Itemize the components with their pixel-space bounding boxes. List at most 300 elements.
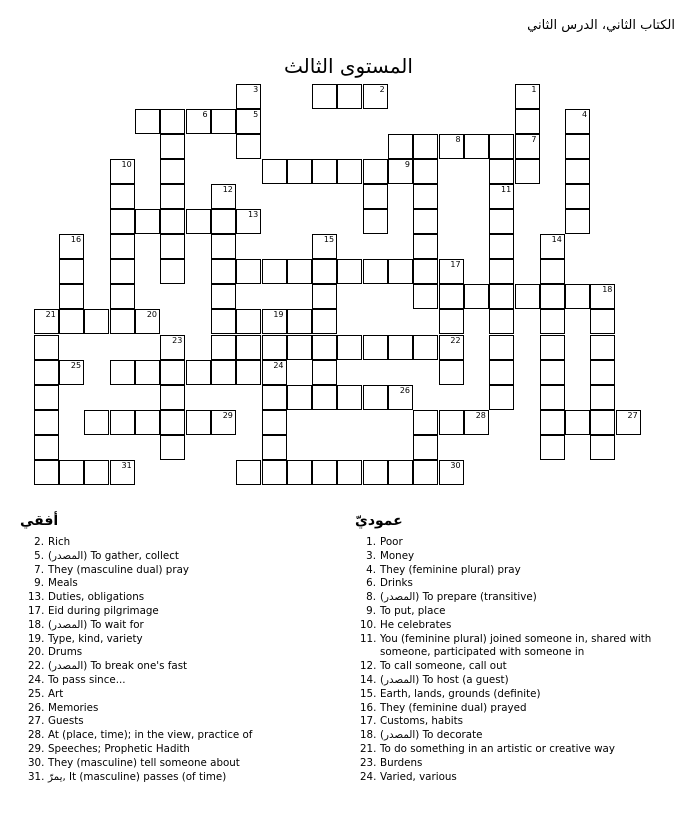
- grid-cell[interactable]: [236, 360, 261, 385]
- grid-cell[interactable]: [565, 184, 590, 209]
- clue-item-number: 3.: [366, 549, 376, 562]
- grid-cell[interactable]: [565, 284, 590, 309]
- clue-number: 18: [602, 285, 613, 295]
- grid-cell[interactable]: [312, 360, 337, 385]
- clue-number: 6: [202, 109, 208, 119]
- grid-cell[interactable]: [388, 385, 413, 410]
- clue-item-text: Speeches; Prophetic Hadith: [48, 742, 190, 755]
- clue-number: 17: [450, 260, 461, 270]
- clue-item: [28, 605, 328, 619]
- clue-number: 3: [253, 84, 259, 94]
- grid-cell[interactable]: [363, 209, 388, 234]
- grid-cell[interactable]: [160, 259, 185, 284]
- grid-cell[interactable]: [439, 284, 464, 309]
- grid-cell[interactable]: [388, 134, 413, 159]
- grid-cell[interactable]: [565, 209, 590, 234]
- grid-cell[interactable]: [160, 209, 185, 234]
- grid-cell[interactable]: [489, 209, 514, 234]
- grid-cell[interactable]: [363, 159, 388, 184]
- clue-item: [360, 633, 665, 661]
- clue-item-text: Customs, habits: [380, 715, 463, 728]
- grid-cell[interactable]: [515, 284, 540, 309]
- grid-cell[interactable]: [312, 159, 337, 184]
- grid-cell[interactable]: [287, 385, 312, 410]
- clue-number: 11: [501, 184, 512, 194]
- grid-cell[interactable]: [186, 410, 211, 435]
- clue-item-text: They (masculine) tell someone about: [48, 756, 240, 769]
- grid-cell[interactable]: [110, 360, 135, 385]
- clue-item: [28, 688, 328, 702]
- clue-item-number: 21.: [360, 742, 377, 755]
- grid-cell[interactable]: [337, 159, 362, 184]
- grid-cell[interactable]: [413, 209, 438, 234]
- grid-cell[interactable]: [489, 284, 514, 309]
- clue-number: 10: [121, 159, 132, 169]
- clue-item-text: They (feminine plural) pray: [380, 563, 521, 576]
- grid-cell[interactable]: [160, 435, 185, 460]
- clue-item-number: 5.: [34, 549, 44, 562]
- grid-cell[interactable]: [211, 184, 236, 209]
- clue-number: 22: [450, 335, 461, 345]
- clue-number: 16: [70, 235, 82, 245]
- clue-item: [28, 564, 328, 578]
- grid-cell[interactable]: [236, 109, 261, 134]
- grid-cell[interactable]: [135, 410, 160, 435]
- clue-item: [360, 536, 665, 550]
- grid-cell[interactable]: [186, 360, 211, 385]
- grid-cell[interactable]: [413, 234, 438, 259]
- grid-cell[interactable]: [287, 460, 312, 485]
- clue-number: 19: [273, 310, 284, 320]
- grid-cell[interactable]: [110, 309, 135, 334]
- clue-item-number: 22.: [28, 660, 45, 673]
- clue-item: [360, 564, 665, 578]
- grid-cell[interactable]: [211, 360, 236, 385]
- clue-item: [28, 715, 328, 729]
- grid-cell[interactable]: [540, 335, 565, 360]
- clue-item: [28, 577, 328, 591]
- grid-cell[interactable]: [110, 284, 135, 309]
- grid-cell[interactable]: [312, 335, 337, 360]
- grid-cell[interactable]: [489, 159, 514, 184]
- grid-cell[interactable]: [236, 134, 261, 159]
- grid-cell[interactable]: [489, 234, 514, 259]
- grid-cell[interactable]: [34, 385, 59, 410]
- grid-cell[interactable]: [337, 84, 362, 109]
- clue-item-text: He celebrates: [380, 618, 452, 631]
- clue-item-text: To call someone, call out: [380, 660, 507, 673]
- grid-cell[interactable]: [413, 460, 438, 485]
- grid-cell[interactable]: [236, 460, 261, 485]
- clue-item-number: 25.: [28, 687, 45, 700]
- grid-cell[interactable]: [590, 335, 615, 360]
- grid-cell[interactable]: [211, 234, 236, 259]
- clue-item: [28, 536, 328, 550]
- clue-item: [360, 577, 665, 591]
- clue-item-number: 15.: [360, 687, 377, 700]
- grid-cell[interactable]: [160, 159, 185, 184]
- clue-number: 28: [475, 410, 486, 420]
- grid-cell[interactable]: [59, 460, 84, 485]
- clue-item-text: Memories: [48, 701, 99, 714]
- grid-cell[interactable]: [287, 309, 312, 334]
- grid-cell[interactable]: [388, 460, 413, 485]
- clue-number: 4: [582, 109, 588, 119]
- grid-cell[interactable]: [363, 259, 388, 284]
- grid-cell[interactable]: [211, 209, 236, 234]
- clue-item: [28, 702, 328, 716]
- grid-cell[interactable]: [262, 385, 287, 410]
- clue-item-text: To do something in an artistic or creative way: [380, 742, 615, 755]
- clue-item-number: 31.: [28, 770, 45, 783]
- grid-cell[interactable]: [262, 259, 287, 284]
- grid-cell[interactable]: [84, 460, 109, 485]
- clue-item: [28, 743, 328, 757]
- grid-cell[interactable]: [312, 460, 337, 485]
- clue-item-text: (المصدر) To wait for: [48, 618, 144, 631]
- grid-cell[interactable]: [312, 259, 337, 284]
- clue-item: [28, 660, 328, 674]
- grid-cell[interactable]: [236, 335, 261, 360]
- grid-cell[interactable]: [565, 159, 590, 184]
- clue-item: [28, 591, 328, 605]
- grid-cell[interactable]: [262, 410, 287, 435]
- clue-item-text: To pass since...: [48, 673, 126, 686]
- clue-item-number: 17.: [28, 604, 45, 617]
- grid-cell[interactable]: [590, 360, 615, 385]
- clue-item-text: Duties, obligations: [48, 591, 145, 604]
- grid-cell[interactable]: [363, 460, 388, 485]
- grid-cell[interactable]: [540, 284, 565, 309]
- down-heading: عموديّ: [355, 513, 403, 529]
- clue-item-number: 27.: [28, 715, 45, 728]
- grid-cell[interactable]: [312, 234, 337, 259]
- clue-item-number: 18.: [28, 618, 45, 631]
- clue-number: 25: [70, 360, 82, 370]
- clue-number: 30: [450, 461, 461, 470]
- grid-cell[interactable]: [337, 385, 362, 410]
- grid-cell[interactable]: [135, 209, 160, 234]
- clue-item-number: 9.: [366, 604, 376, 617]
- grid-cell[interactable]: [160, 184, 185, 209]
- grid-cell[interactable]: [262, 435, 287, 460]
- clue-item: [28, 633, 328, 647]
- grid-cell[interactable]: [34, 460, 59, 485]
- grid-cell[interactable]: [34, 435, 59, 460]
- clue-item-number: 19.: [28, 632, 45, 645]
- grid-cell[interactable]: [34, 360, 59, 385]
- clue-item-number: 9.: [34, 577, 44, 590]
- clue-item-number: 6.: [366, 577, 376, 590]
- grid-cell[interactable]: [439, 259, 464, 284]
- grid-cell[interactable]: [312, 84, 337, 109]
- grid-cell[interactable]: [236, 84, 261, 109]
- grid-cell[interactable]: [565, 410, 590, 435]
- grid-cell[interactable]: [515, 84, 540, 109]
- clue-item-text: (المصدر) To break one's fast: [48, 660, 188, 673]
- grid-cell[interactable]: [489, 184, 514, 209]
- grid-cell[interactable]: [489, 335, 514, 360]
- clue-item: [360, 757, 665, 771]
- clue-item-text: They (masculine dual) pray: [48, 563, 189, 576]
- clue-item: [28, 771, 328, 785]
- grid-cell[interactable]: [515, 109, 540, 134]
- grid-cell[interactable]: [439, 460, 464, 485]
- grid-cell[interactable]: [262, 335, 287, 360]
- across-heading: أفقي: [20, 513, 59, 529]
- grid-cell[interactable]: [110, 259, 135, 284]
- grid-cell[interactable]: [363, 385, 388, 410]
- clue-item-text: Guests: [48, 715, 84, 728]
- clue-number: 20: [146, 310, 157, 320]
- down-clues: [360, 536, 665, 784]
- grid-cell[interactable]: [413, 410, 438, 435]
- grid-cell[interactable]: [413, 335, 438, 360]
- grid-cell[interactable]: [236, 209, 261, 234]
- grid-cell[interactable]: [262, 360, 287, 385]
- grid-cell[interactable]: [211, 410, 236, 435]
- grid-cell[interactable]: [110, 460, 135, 485]
- grid-cell[interactable]: [590, 309, 615, 334]
- grid-cell[interactable]: [363, 184, 388, 209]
- grid-cell[interactable]: [160, 335, 185, 360]
- clue-item-number: 10.: [360, 618, 377, 631]
- clue-number: 5: [253, 109, 259, 119]
- grid-cell[interactable]: [590, 284, 615, 309]
- clue-item: [360, 605, 665, 619]
- clue-item-number: 2.: [34, 536, 44, 548]
- clue-item-text: Eid during pilgrimage: [48, 604, 159, 617]
- grid-cell[interactable]: [110, 209, 135, 234]
- grid-cell[interactable]: [110, 159, 135, 184]
- grid-cell[interactable]: [337, 335, 362, 360]
- grid-cell[interactable]: [489, 309, 514, 334]
- clue-item-text: (المصدر) To decorate: [380, 729, 483, 742]
- grid-cell[interactable]: [540, 360, 565, 385]
- clue-number: 26: [399, 385, 410, 395]
- clue-item: [360, 729, 665, 743]
- grid-cell[interactable]: [413, 435, 438, 460]
- grid-cell[interactable]: [540, 435, 565, 460]
- clue-item-text: (المصدر) To gather, collect: [48, 549, 179, 562]
- clue-item: [360, 715, 665, 729]
- grid-cell[interactable]: [110, 410, 135, 435]
- clue-number: 1: [531, 84, 537, 94]
- grid-cell[interactable]: [363, 335, 388, 360]
- grid-cell[interactable]: [160, 385, 185, 410]
- grid-cell[interactable]: [337, 460, 362, 485]
- grid-cell[interactable]: [439, 134, 464, 159]
- grid-cell[interactable]: [489, 385, 514, 410]
- grid-cell[interactable]: [312, 284, 337, 309]
- grid-cell[interactable]: [337, 259, 362, 284]
- clue-number: 27: [627, 410, 638, 420]
- clue-item-number: 26.: [28, 701, 45, 714]
- grid-cell[interactable]: [110, 234, 135, 259]
- clue-number: 7: [531, 134, 537, 144]
- grid-cell[interactable]: [388, 159, 413, 184]
- grid-cell[interactable]: [160, 360, 185, 385]
- clue-item: [360, 743, 665, 757]
- grid-cell[interactable]: [59, 360, 84, 385]
- clue-item: [360, 591, 665, 605]
- puzzle-title: المستوى الثالث: [284, 54, 413, 78]
- clue-item: [360, 674, 665, 688]
- clue-item-text: Drinks: [380, 577, 413, 590]
- grid-cell[interactable]: [211, 109, 236, 134]
- grid-cell[interactable]: [464, 284, 489, 309]
- grid-cell[interactable]: [464, 410, 489, 435]
- grid-cell[interactable]: [590, 435, 615, 460]
- clue-number: 23: [172, 335, 183, 345]
- clue-item-number: 4.: [366, 563, 376, 576]
- clue-item-number: 18.: [360, 729, 377, 742]
- grid-cell[interactable]: [312, 385, 337, 410]
- clue-item-text: Burdens: [380, 756, 423, 769]
- clue-item-number: 30.: [28, 756, 45, 769]
- clue-item: [360, 771, 665, 785]
- grid-cell[interactable]: [388, 335, 413, 360]
- clue-item-text: Rich: [48, 536, 71, 548]
- clue-number: 8: [455, 134, 461, 144]
- grid-cell[interactable]: [84, 410, 109, 435]
- grid-cell[interactable]: [211, 259, 236, 284]
- grid-cell[interactable]: [59, 284, 84, 309]
- clue-item-text: Type, kind, variety: [48, 632, 143, 645]
- clue-item: [28, 757, 328, 771]
- grid-cell[interactable]: [540, 309, 565, 334]
- clue-item-number: 14.: [360, 673, 377, 686]
- grid-cell[interactable]: [565, 134, 590, 159]
- clue-item-text: Earth, lands, grounds (definite): [380, 687, 541, 700]
- grid-cell[interactable]: [413, 134, 438, 159]
- book-lesson-label: الكتاب الثاني، الدرس الثاني: [527, 18, 675, 33]
- grid-cell[interactable]: [439, 335, 464, 360]
- grid-cell[interactable]: [59, 234, 84, 259]
- clue-item-number: 17.: [360, 715, 377, 728]
- clue-number: 14: [551, 235, 562, 245]
- grid-cell[interactable]: [616, 410, 641, 435]
- grid-cell[interactable]: [439, 410, 464, 435]
- grid-cell[interactable]: [59, 309, 84, 334]
- clue-number: 31: [121, 461, 132, 470]
- clue-item-number: 16.: [360, 701, 377, 714]
- grid-cell[interactable]: [515, 134, 540, 159]
- grid-cell[interactable]: [211, 335, 236, 360]
- clue-item-number: 11.: [360, 632, 377, 645]
- grid-cell[interactable]: [110, 184, 135, 209]
- clue-item-text: Money: [380, 549, 415, 562]
- grid-cell[interactable]: [489, 360, 514, 385]
- grid-cell[interactable]: [515, 159, 540, 184]
- grid-cell[interactable]: [540, 410, 565, 435]
- grid-cell[interactable]: [287, 259, 312, 284]
- clue-number: 24: [273, 360, 284, 370]
- clue-item-text: To put, place: [380, 604, 446, 617]
- grid-cell[interactable]: [34, 410, 59, 435]
- clue-number: 15: [323, 235, 335, 245]
- clue-item-number: 8.: [366, 591, 376, 604]
- clue-item-text: (المصدر) To host (a guest): [380, 673, 509, 686]
- clue-item: [28, 646, 328, 660]
- grid-cell[interactable]: [413, 159, 438, 184]
- grid-cell[interactable]: [160, 109, 185, 134]
- grid-cell[interactable]: [84, 309, 109, 334]
- grid-cell[interactable]: [413, 184, 438, 209]
- clue-item: [360, 619, 665, 633]
- clue-item-number: 20.: [28, 646, 45, 659]
- grid-cell[interactable]: [439, 309, 464, 334]
- grid-cell[interactable]: [489, 134, 514, 159]
- clue-item-text: يمرّ, It (masculine) passes (of time): [48, 770, 227, 783]
- grid-cell[interactable]: [135, 360, 160, 385]
- grid-cell[interactable]: [160, 410, 185, 435]
- grid-cell[interactable]: [363, 84, 388, 109]
- grid-cell[interactable]: [236, 309, 261, 334]
- grid-cell[interactable]: [540, 385, 565, 410]
- grid-cell[interactable]: [590, 410, 615, 435]
- grid-cell[interactable]: [160, 234, 185, 259]
- grid-cell[interactable]: [540, 259, 565, 284]
- grid-cell[interactable]: [135, 309, 160, 334]
- clue-item-text: You (feminine plural) joined someone in, shared with someone, participated with someone in: [380, 632, 652, 659]
- clue-item: [28, 619, 328, 633]
- clue-number: 21: [45, 310, 56, 320]
- grid-cell[interactable]: [413, 284, 438, 309]
- clue-number: 9: [404, 159, 410, 169]
- clue-item: [360, 660, 665, 674]
- grid-cell[interactable]: [135, 109, 160, 134]
- grid-cell[interactable]: [34, 309, 59, 334]
- grid-cell[interactable]: [160, 134, 185, 159]
- grid-cell[interactable]: [287, 159, 312, 184]
- grid-cell[interactable]: [439, 360, 464, 385]
- clue-item-text: (المصدر) To prepare (transitive): [380, 591, 537, 604]
- clue-item-text: Poor: [380, 536, 403, 548]
- grid-cell[interactable]: [489, 259, 514, 284]
- grid-cell[interactable]: [186, 209, 211, 234]
- grid-cell[interactable]: [388, 259, 413, 284]
- grid-cell[interactable]: [236, 259, 261, 284]
- clue-number: 13: [248, 210, 259, 219]
- grid-cell[interactable]: [312, 309, 337, 334]
- grid-cell[interactable]: [565, 109, 590, 134]
- clue-item-text: Drums: [48, 646, 83, 659]
- clue-item: [360, 688, 665, 702]
- grid-cell[interactable]: [262, 460, 287, 485]
- grid-cell[interactable]: [590, 385, 615, 410]
- clue-item: [28, 674, 328, 688]
- clue-item-number: 7.: [34, 563, 44, 576]
- grid-cell[interactable]: [287, 335, 312, 360]
- grid-cell[interactable]: [211, 309, 236, 334]
- grid-cell[interactable]: [262, 159, 287, 184]
- grid-cell[interactable]: [59, 259, 84, 284]
- clue-item: [360, 702, 665, 716]
- grid-cell[interactable]: [186, 109, 211, 134]
- clue-item-number: 13.: [28, 591, 45, 604]
- grid-cell[interactable]: [464, 134, 489, 159]
- grid-cell[interactable]: [34, 335, 59, 360]
- grid-cell[interactable]: [540, 234, 565, 259]
- clue-item-number: 24.: [360, 770, 377, 783]
- clue-item-number: 28.: [28, 729, 45, 742]
- grid-cell[interactable]: [211, 284, 236, 309]
- grid-cell[interactable]: [413, 259, 438, 284]
- grid-cell[interactable]: [262, 309, 287, 334]
- clue-item-number: 29.: [28, 742, 45, 755]
- clue-item-number: 23.: [360, 756, 377, 769]
